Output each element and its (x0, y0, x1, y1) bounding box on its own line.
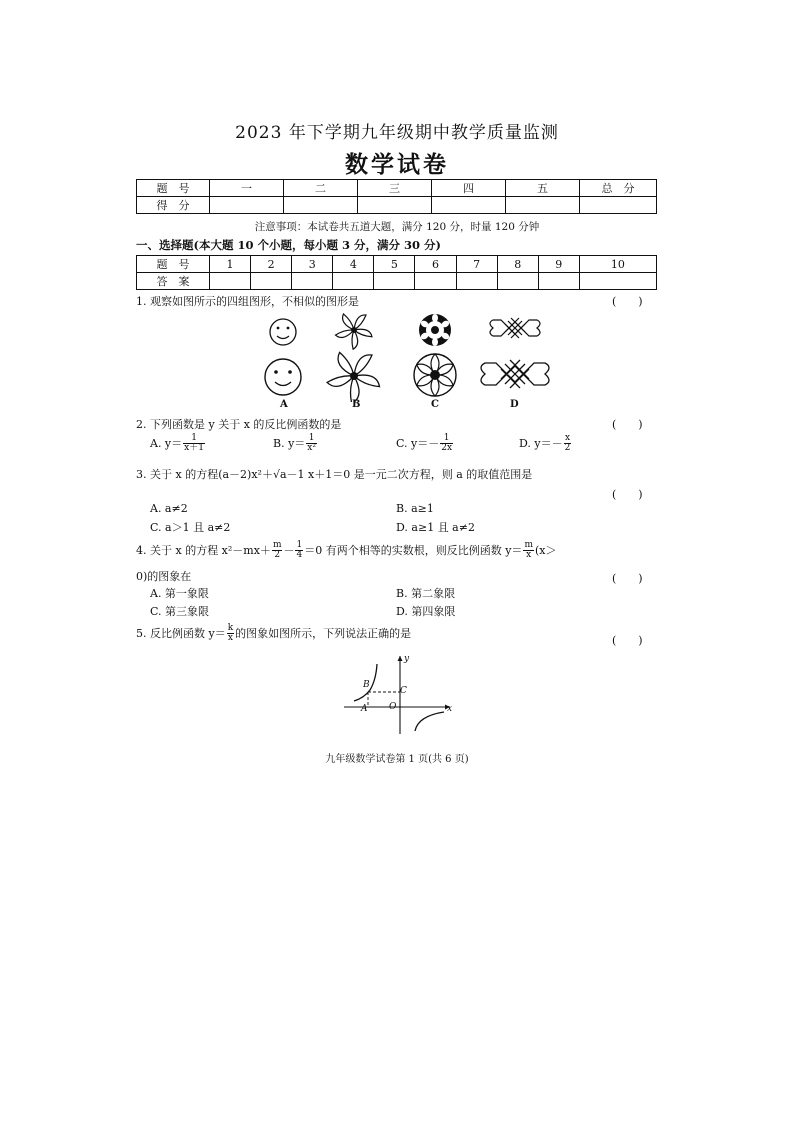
rosette-large-icon (414, 354, 456, 396)
graph-label-y: y (404, 654, 410, 664)
question-2-option-a[interactable] (150, 434, 206, 454)
text-segment: (x＞ (534, 543, 557, 557)
figure-label-b: B (352, 399, 361, 410)
graph-label-b: B (363, 680, 370, 690)
score-cell[interactable] (506, 197, 580, 214)
question-1-figures (250, 308, 550, 402)
score-col-4: 四 (432, 180, 506, 197)
score-header-label: 题 号 (137, 180, 210, 197)
graph-label-x: x (447, 704, 453, 714)
graph-label-o: O (389, 702, 397, 712)
exam-subtitle: 数学试卷 (345, 151, 449, 178)
answer-number: 6 (415, 256, 456, 273)
fraction (564, 434, 572, 454)
numerator: m (524, 540, 533, 550)
y-axis-arrow-icon (398, 656, 403, 661)
numerator: x (564, 433, 571, 443)
numerator: 1 (440, 434, 453, 444)
answer-number: 8 (497, 256, 538, 273)
question-1-answer-paren[interactable]: ( ) (612, 295, 643, 308)
question-4-text-line2: 0)的图象在 (136, 570, 192, 583)
fraction (306, 434, 317, 454)
answer-cell[interactable] (456, 273, 497, 290)
pinwheel-large-icon (327, 352, 380, 402)
rosette-small-icon (419, 314, 451, 346)
question-2-option-d[interactable] (519, 434, 572, 454)
text-segment: 4. 关于 x 的方程 x²－mx＋ (136, 543, 271, 557)
fraction (227, 624, 234, 644)
question-3-answer-paren[interactable]: ( ) (612, 488, 643, 501)
graph-label-a: A (361, 704, 368, 714)
answer-cell[interactable] (251, 273, 292, 290)
score-cell[interactable] (432, 197, 506, 214)
question-4-option-b[interactable]: B. 第二象限 (396, 587, 456, 600)
fraction (183, 434, 205, 454)
text-segment: － (283, 543, 295, 557)
numerator: 1 (183, 434, 205, 444)
graph-label-c: C (400, 686, 407, 696)
denominator: x (526, 550, 532, 561)
score-row-label: 得 分 (137, 197, 210, 214)
knot-small-icon (490, 318, 540, 338)
score-col-3: 三 (358, 180, 432, 197)
answer-cell[interactable] (333, 273, 374, 290)
figure-label-c: C (431, 399, 439, 410)
option-label: B. y＝ (273, 436, 306, 450)
question-4-text (136, 541, 556, 561)
notice: 注意事项：本试卷共五道大题，满分 120 分，时量 120 分钟 (254, 221, 540, 233)
score-cell[interactable] (358, 197, 432, 214)
score-col-5: 五 (506, 180, 580, 197)
answer-cell[interactable] (579, 273, 656, 290)
answer-number: 2 (251, 256, 292, 273)
question-3-option-b[interactable]: B. a≥1 (396, 502, 434, 515)
question-3-option-a[interactable]: A. a≠2 (150, 502, 188, 515)
fraction (272, 541, 283, 561)
option-label: A. y＝ (150, 436, 183, 450)
question-3-option-c[interactable]: C. a＞1 且 a≠2 (150, 521, 231, 534)
answer-header-label: 题 号 (137, 256, 210, 273)
score-table (136, 179, 657, 214)
text-segment: 5. 反比例函数 y＝ (136, 626, 226, 640)
question-4-option-d[interactable]: D. 第四象限 (396, 605, 456, 618)
answer-cell[interactable] (538, 273, 579, 290)
denominator: 2x (441, 443, 453, 454)
answer-number: 7 (456, 256, 497, 273)
knot-large-icon (481, 360, 549, 388)
text-segment: ＝0 有两个相等的实数根，则反比例函数 y＝ (304, 543, 523, 557)
text-segment: 的图象如图所示，下列说法正确的是 (235, 626, 412, 640)
numerator: k (227, 623, 234, 633)
question-3-option-d[interactable]: D. a≥1 且 a≠2 (396, 521, 475, 534)
question-2-option-b[interactable] (273, 434, 318, 454)
option-label: D. y＝－ (519, 436, 563, 450)
option-label: C. y＝－ (396, 436, 440, 450)
question-1-text: 1. 观察如图所示的四组图形，不相似的图形是 (136, 295, 359, 308)
question-4-answer-paren[interactable]: ( ) (612, 572, 643, 585)
denominator: 2 (274, 550, 281, 561)
section-heading: 一、选择题(本大题 10 个小题，每小题 3 分，满分 30 分) (136, 238, 441, 252)
denominator: 4 (296, 550, 303, 561)
question-4-option-c[interactable]: C. 第三象限 (150, 605, 210, 618)
curve-branch-lower-right (415, 712, 444, 731)
answer-table (136, 255, 657, 290)
score-col-1: 一 (210, 180, 284, 197)
fraction (295, 541, 303, 561)
denominator: x² (307, 443, 316, 454)
page-footer: 九年级数学试卷第 1 页(共 6 页) (325, 754, 469, 765)
score-col-2: 二 (284, 180, 358, 197)
denominator: x＋1 (184, 443, 204, 454)
answer-number: 9 (538, 256, 579, 273)
question-4-option-a[interactable]: A. 第一象限 (150, 587, 209, 600)
question-5-text (136, 624, 411, 644)
figure-label-a: A (280, 399, 288, 410)
answer-number: 3 (292, 256, 333, 273)
figure-label-d: D (510, 399, 519, 410)
answer-number: 4 (333, 256, 374, 273)
numerator: 1 (306, 434, 317, 444)
pinwheel-small-icon (335, 314, 372, 349)
score-cell[interactable] (210, 197, 284, 214)
question-2-text: 2. 下列函数是 y 关于 x 的反比例函数的是 (136, 418, 342, 431)
answer-row-label: 答 案 (137, 273, 210, 290)
answer-cell[interactable] (210, 273, 251, 290)
question-2-option-c[interactable] (396, 434, 454, 454)
numerator: 1 (296, 540, 303, 550)
fraction (523, 541, 534, 561)
answer-cell[interactable] (374, 273, 415, 290)
score-col-total: 总 分 (580, 180, 657, 197)
question-2-answer-paren[interactable]: ( ) (612, 418, 643, 431)
answer-number: 1 (210, 256, 251, 273)
answer-number: 5 (374, 256, 415, 273)
answer-cell[interactable] (497, 273, 538, 290)
denominator: x (227, 633, 233, 644)
numerator: m (272, 540, 282, 550)
fraction (440, 434, 453, 454)
smiley-large-icon (265, 359, 301, 395)
exam-title: 2023 年下学期九年级期中教学质量监测 (235, 123, 559, 143)
denominator: 2 (564, 443, 571, 454)
question-5-answer-paren[interactable]: ( ) (612, 634, 643, 647)
answer-number: 10 (579, 256, 656, 273)
answer-cell[interactable] (415, 273, 456, 290)
score-cell[interactable] (284, 197, 358, 214)
score-cell[interactable] (580, 197, 657, 214)
smiley-small-icon (270, 319, 296, 345)
question-3-text: 3. 关于 x 的方程(a－2)x²＋√a－1 x＋1＝0 是一元二次方程，则 a 的取值范围是 (136, 468, 533, 481)
answer-cell[interactable] (292, 273, 333, 290)
